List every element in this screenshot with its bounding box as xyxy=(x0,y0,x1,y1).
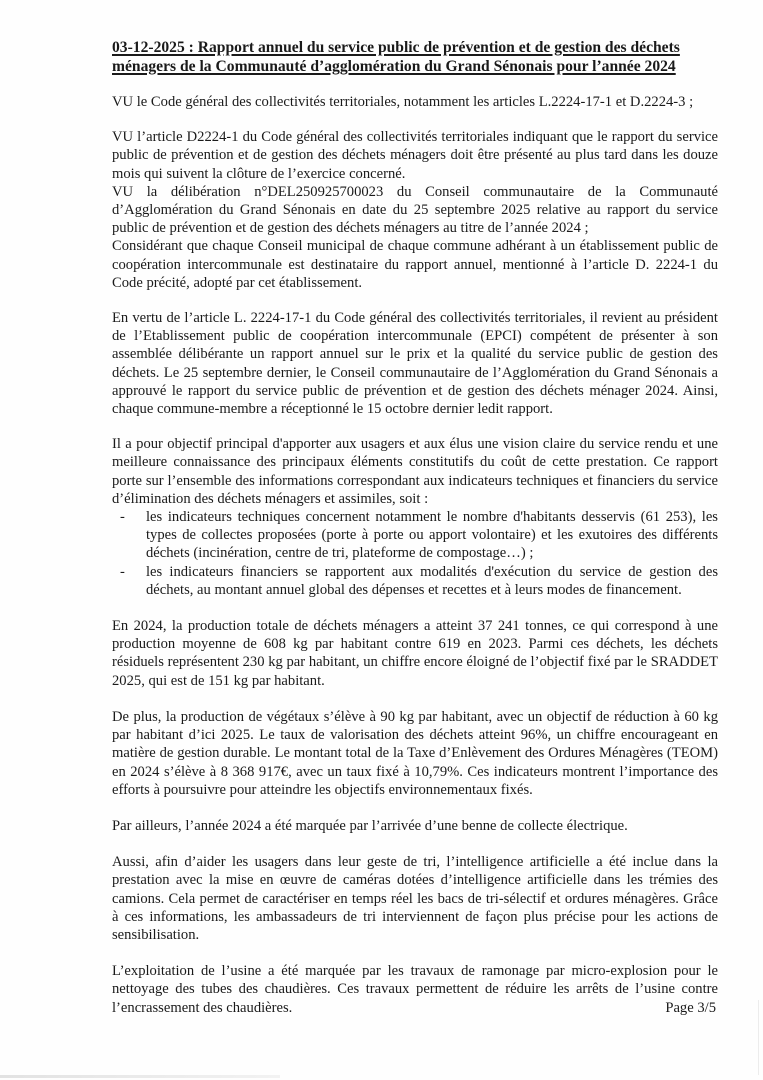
considerant-deliberation: VU la délibération n°DEL250925700023 du Conseil communautaire de la Communauté d’Agglomération du Grand Sénonais en date du 25 septembre 2025 relative au rapport du service public de prévention et de gestion des déchets ménagers au titre de l’année 2024 ; xyxy=(112,183,718,237)
considerant-conseil-municipal: Considérant que chaque Conseil municipal de chaque commune adhérant à un établissement public de coopération intercommunale est destinataire du rapport annuel, mentionné à l’article D. 2224-1 du Code précité, adopté par cet établissement. xyxy=(112,238,718,291)
title-line-1: 03-12-2025 : Rapport annuel du service public de prévention et de gestion des déchets xyxy=(112,39,680,56)
title-line-2: ménagers de la Communauté d’agglomération du Grand Sénonais pour l’année 2024 xyxy=(112,58,676,75)
paragraph-vegetation-teom: De plus, la production de végétaux s’élève à 90 kg par habitant, avec un objectif de réduction à 60 kg par habitant d’ici 2025. Le taux de valorisation des déchets atteint 96%, un chiffre encourageant en matière de gestion durable. Le montant total de la Taxe d’Enlèvement des Ordures Ménagères (TEOM) en 2024 s’élève à 8 368 917€, avec un taux fixé à 10,79%. Ces indicateurs montrent l’importance des efforts à poursuivre pour atteindre les objectifs environnementaux fixés. xyxy=(112,708,718,798)
list-item-technical-indicators: - les indicateurs techniques concernent notamment le nombre d'habitants desservis (61 253), les types de collectes proposées (porte à porte ou apport volontaire) et les exutoires des différents déchets (incinération, centre de tri, plateforme de compostage…) ; xyxy=(146,508,718,563)
considerant-article-d2224-1: VU l’article D2224-1 du Code général des collectivités territoriales indiquant que le rapport du service public de prévention et de gestion des déchets ménagers doit être présenté au plus tard dans les douze mois qui suivent la clôture de l’exercice concerné. xyxy=(112,129,718,182)
document-body xyxy=(112,38,718,1017)
paragraph-legal-context: En vertu de l’article L. 2224-17-1 du Code général des collectivités territoriales, il revient au président de l’Etablissement public de coopération intercommunale (EPCI) compétent de présenter à son assemblée délibérante un rapport annuel sur le prix et la qualité du service public de gestion des déchets. Le 25 septembre dernier, le Conseil communautaire de l’Agglomération du Grand Sénonais a approuvé le rapport du service public de prévention et de gestion des déchets ménager 2024. Ainsi, chaque commune-membre a réceptionné le 15 octobre dernier ledit rapport. xyxy=(112,310,718,418)
list-item-financial-indicators: - les indicateurs financiers se rapportent aux modalités d'exécution du service de gestion des déchets, au montant annuel global des dépenses et recettes et à leurs modes de financement. xyxy=(146,563,718,599)
paragraph-artificial-intelligence: Aussi, afin d’aider les usagers dans leur geste de tri, l’intelligence artificielle a été inclue dans la prestation avec la mise en œuvre de caméras dotées d’intelligence artificielle dans les trémies des camions. Cela permet de caractériser en temps réel les bacs de tri-sélectif et ordures ménagères. Grâce à ces informations, les ambassadeurs de tri interviennent de façon plus précise pour les actions de sensibilisation. xyxy=(112,854,718,943)
paragraph-waste-production: En 2024, la production totale de déchets ménagers a atteint 37 241 tonnes, ce qui correspond à une production moyenne de 608 kg par habitant contre 619 en 2023. Parmi ces déchets, les déchets résiduels représentent 230 kg par habitant, un chiffre encore éloigné de l’objectif fixé par le SRADDET 2025, qui est de 151 kg par habitant. xyxy=(112,618,718,689)
paragraph-electric-truck: Par ailleurs, l’année 2024 a été marquée par l’arrivée d’une benne de collecte électrique. xyxy=(112,817,628,834)
document-title xyxy=(112,38,718,76)
indicators-list xyxy=(112,508,718,599)
scan-edge-shadow xyxy=(758,1000,759,1075)
paragraph-objectives: Il a pour objectif principal d'apporter aux usagers et aux élus une vision claire du service rendu et une meilleure connaissance des principaux éléments constitutifs du coût de cette prestation. Ce rapport porte sur l’ensemble des informations correspondant aux indicateurs techniques et financiers du service d’élimination des déchets ménagers et assimiles, soit : xyxy=(112,436,718,507)
considerant-code-general: VU le Code général des collectivités territoriales, notamment les articles L.2224-17-1 et D.2224-3 ; xyxy=(112,94,694,110)
page-number: Page 3/5 xyxy=(665,1000,716,1016)
scan-bottom-shadow xyxy=(0,1075,280,1078)
paragraph-plant-operation: L’exploitation de l’usine a été marquée par les travaux de ramonage par micro-explosion pour le nettoyage des tubes des chaudières. Ces travaux permettent de réduire les arrêts de l’usine contre l’encrassement des chaudières. xyxy=(112,963,718,1016)
